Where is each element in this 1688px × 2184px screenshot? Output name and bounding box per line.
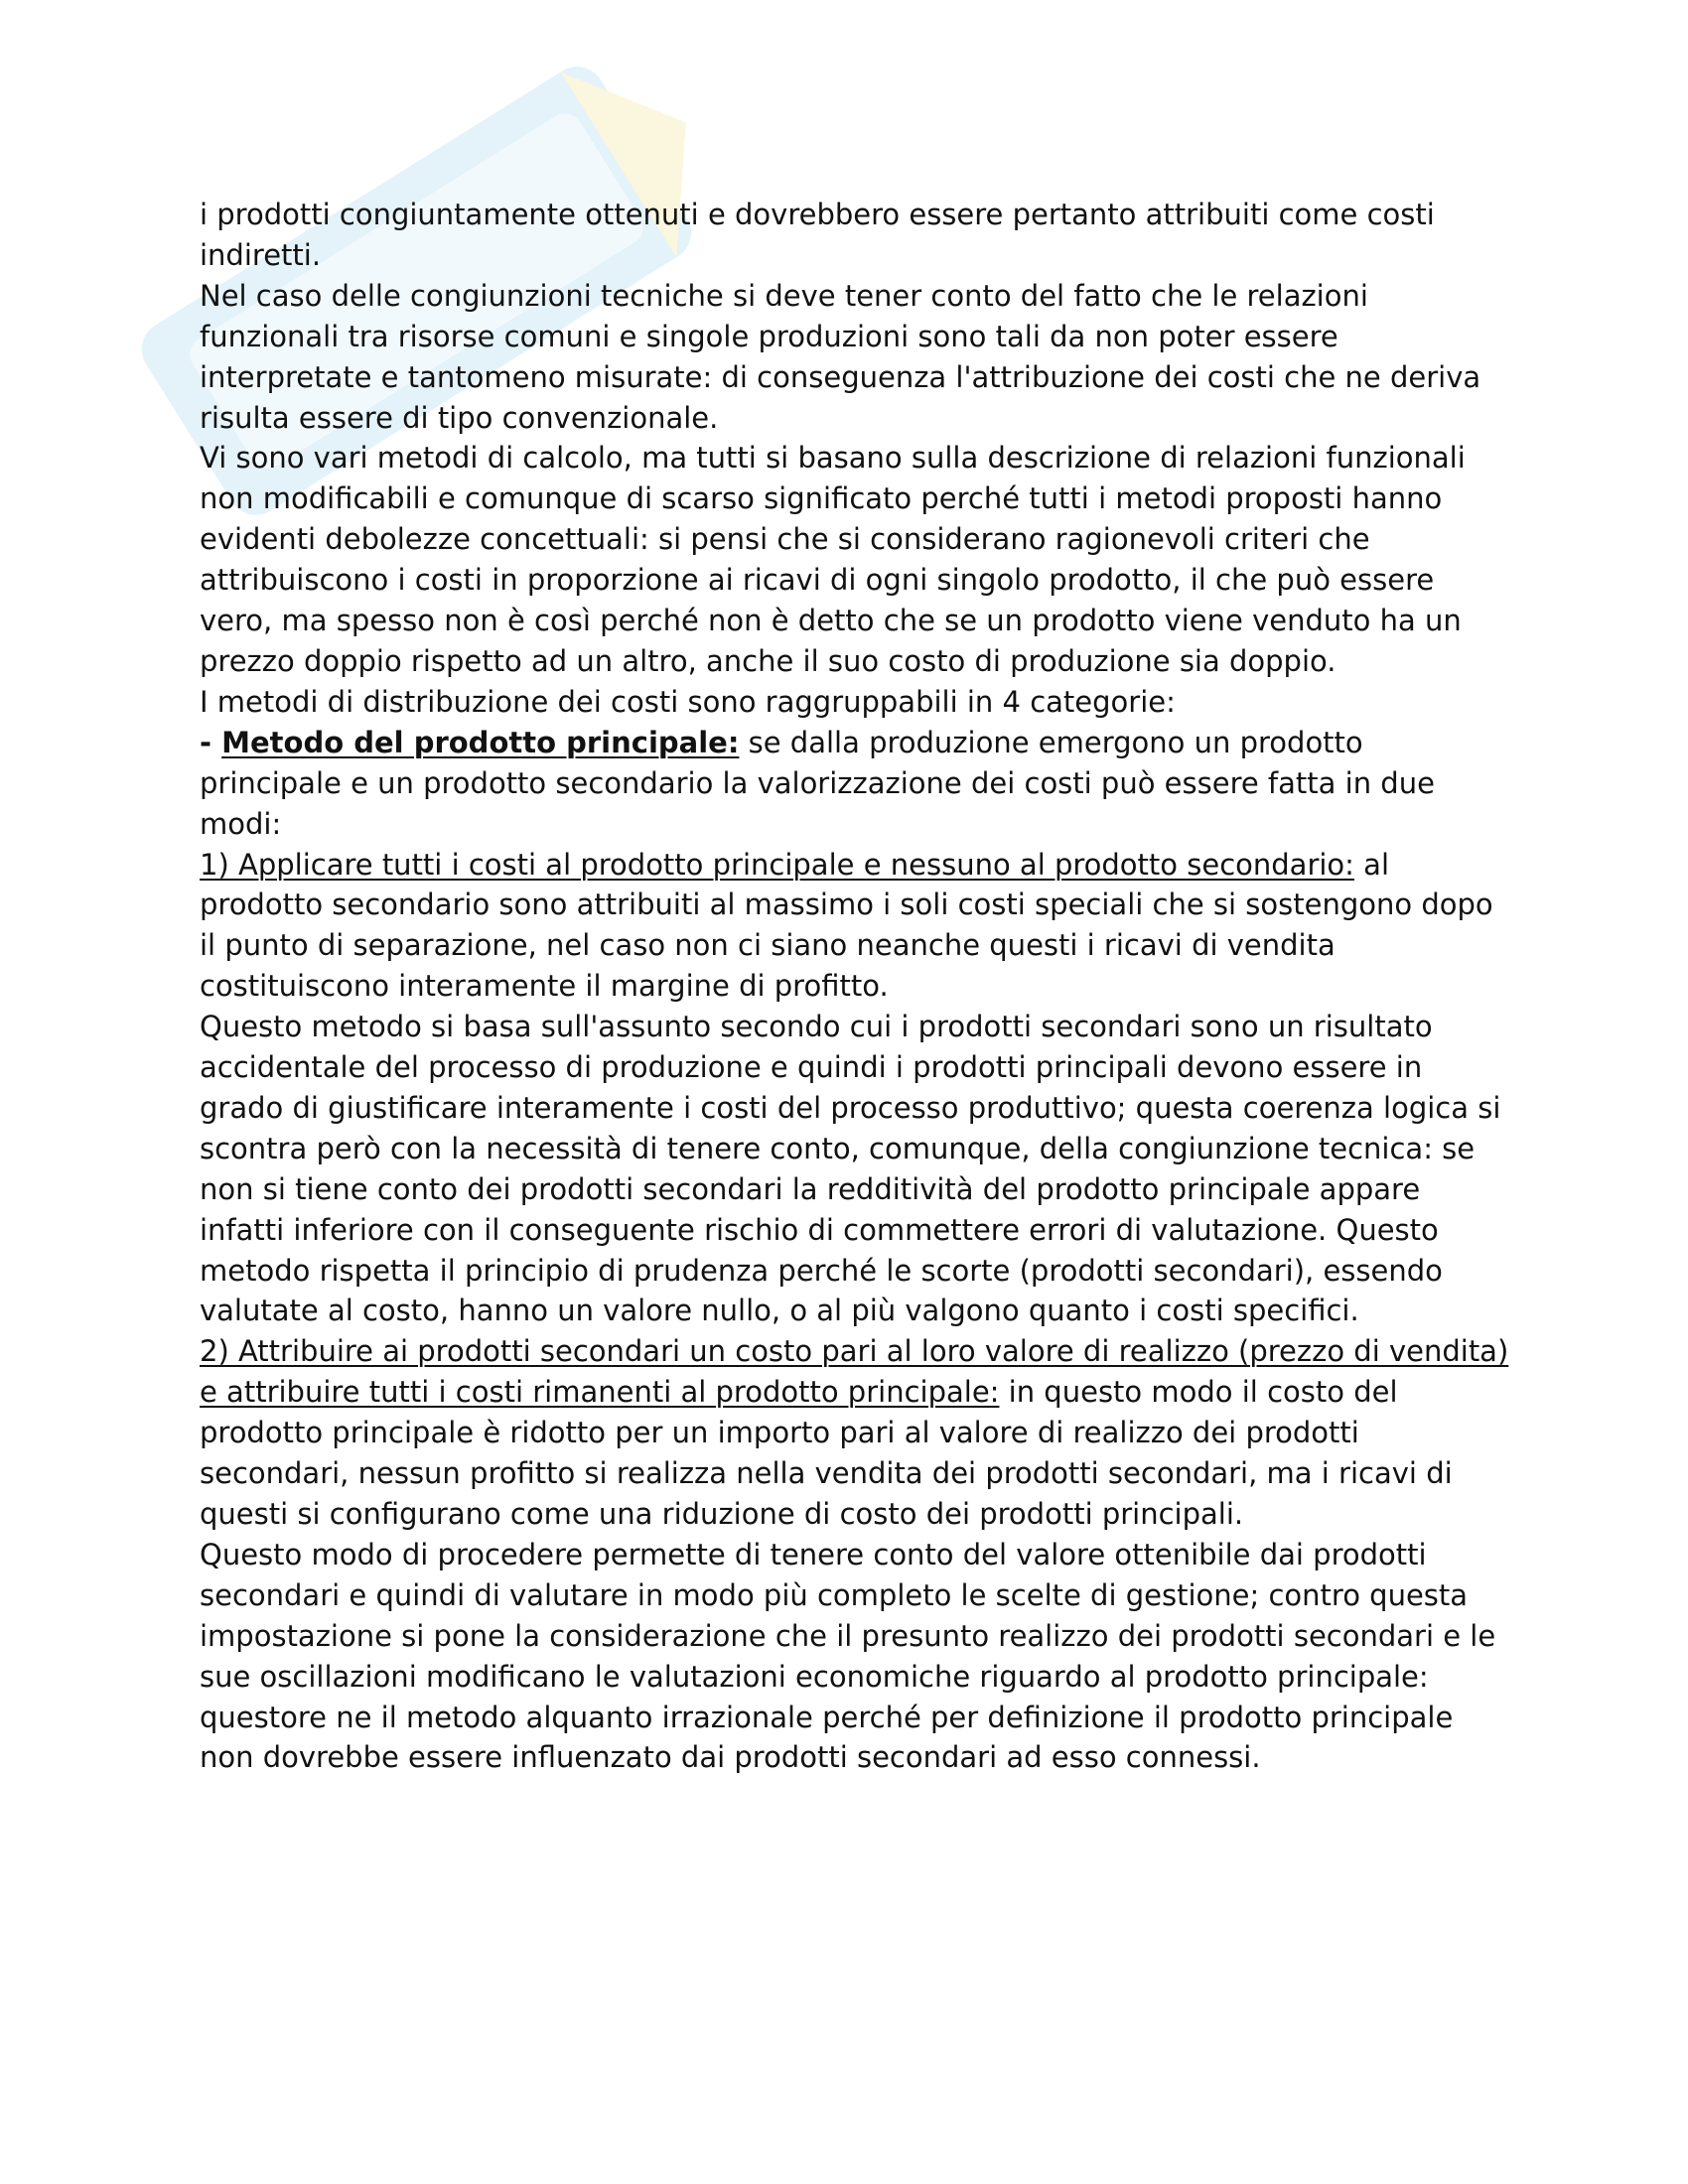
paragraph-metodi-calcolo: Vi sono vari metodi di calcolo, ma tutti si basano sulla descrizione di relazioni funzionali non modificabili e comunque di scarso significato perché tutti i metodi proposti hanno evidenti debolezze concettuali: si pensi che si considerano ragionevoli criteri che attribuiscono i costi in proporzione ai ricavi di ogni singolo prodotto, il che può essere vero, ma spesso non è così perché non è detto che se un prodotto viene venduto ha un prezzo doppio rispetto ad un altro, anche il suo costo di produzione sia doppio. xyxy=(200,441,1466,678)
paragraph-congiunti: i prodotti congiuntamente ottenuti e dovrebbero essere pertanto attribuiti come costi indiretti. xyxy=(200,198,1435,272)
paragraph-modo-procedere: Questo modo di procedere permette di tenere conto del valore ottenibile dai prodotti secondari e quindi di valutare in modo più completo le scelte di gestione; contro questa impostazione si pone la considerazione che il presunto realizzo dei prodotti secondari e le sue oscillazioni modificano le valutazioni economiche riguardo al prodotto principale: questore ne il metodo alquanto irrazionale perché per definizione il prodotto principale non dovrebbe essere influenzato dai prodotti secondari ad esso connessi. xyxy=(200,1537,1496,1775)
paragraph-text: al prodotto secondario sono attribuiti al massimo i soli costi speciali che si sostengono dopo il punto di separazione, nel caso non ci siano neanche questi i ricavi di vendita costituiscono interamente il margine di profitto. xyxy=(200,847,1493,1004)
paragraph-categorie: I metodi di distribuzione dei costi sono raggruppabili in 4 categorie: xyxy=(200,684,1176,719)
paragraph-text: in questo modo il costo del prodotto principale è ridotto per un importo pari al valore di realizzo dei prodotti secondari, nessun profitto si realizza nella vendita dei prodotti secondari, ma i ricavi di questi si configurano come una riduzione di costo dei prodotti principali. xyxy=(200,1375,1453,1531)
paragraph-congiunzioni-tecniche: Nel caso delle congiunzioni tecniche si deve tener conto del fatto che le relazioni funzionali tra risorse comuni e singole produzioni sono tali da non poter essere interpretate e tantomeno misurate: di conseguenza l'attribuzione dei costi che ne deriva risulta essere di tipo convenzionale. xyxy=(200,278,1481,435)
section-heading-metodo-prodotto-principale: Metodo del prodotto principale: xyxy=(221,725,740,759)
subheading-modo-2: 2) Attribuire ai prodotti secondari un costo pari al loro valore di realizzo (prezzo di vendita) e attribuire tutti i costi rimanenti al prodotto principale: xyxy=(200,1334,1509,1410)
paragraph-modo-2 xyxy=(200,1331,1510,1535)
subheading-modo-1: 1) Applicare tutti i costi al prodotto principale e nessuno al prodotto secondario: xyxy=(200,847,1354,882)
document-body xyxy=(200,195,1510,1778)
paragraph-modo-1 xyxy=(200,845,1510,1008)
paragraph-assunto: Questo metodo si basa sull'assunto secondo cui i prodotti secondari sono un risultato accidentale del processo di produzione e quindi i prodotti principali devono essere in grado di giustificare interamente i costi del processo produttivo; questa coerenza logica si scontra però con la necessità di tenere conto, comunque, della congiunzione tecnica: se non si tiene conto dei prodotti secondari la redditività del prodotto principale appare infatti inferiore con il conseguente rischio di commettere errori di valutazione. Questo metodo rispetta il principio di prudenza perché le scorte (prodotti secondari), essendo valutate al costo, hanno un valore nullo, o al più valgono quanto i costi specifici. xyxy=(200,1010,1501,1328)
paragraph-metodo-prodotto-principale xyxy=(200,723,1510,845)
list-dash: - xyxy=(200,725,222,759)
paragraph-text: se dalla produzione emergono un prodotto principale e un prodotto secondario la valorizzazione dei costi può essere fatta in due modi: xyxy=(200,725,1435,841)
